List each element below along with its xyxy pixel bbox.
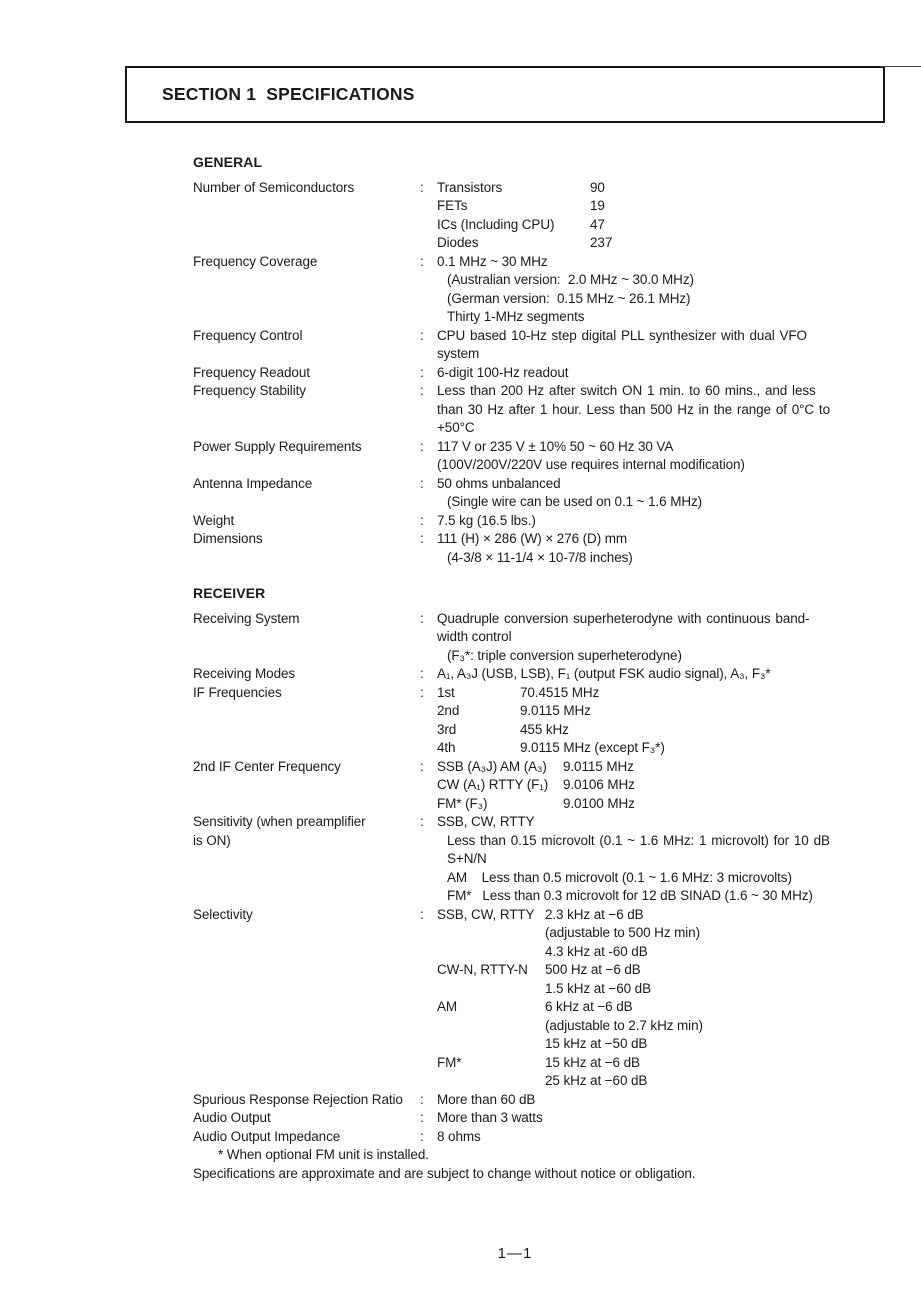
section-title-box [125, 66, 885, 123]
spec-label [193, 813, 420, 850]
spec-values [437, 475, 833, 512]
spec-label-line: Frequency Control [193, 327, 303, 343]
spec-value-line [437, 758, 833, 777]
spec-subvalue: 9.0115 MHz [563, 758, 634, 774]
spec-label-line: Selectivity [193, 906, 253, 922]
spec-label-line: Antenna Impedance [193, 475, 313, 491]
spec-values [437, 327, 833, 364]
spec-label-line: Audio Output [193, 1110, 271, 1125]
spec-colon: : [420, 475, 424, 491]
disclaimer-text: Specifications are approximate and are subject to change without notice or obligation. [193, 1165, 696, 1181]
spec-value-line [437, 684, 833, 703]
spec-value-line: 117 V or 235 V ± 10% 50 ~ 60 Hz 30 VA [437, 438, 674, 454]
spec-row [193, 512, 833, 531]
spec-value-line [437, 795, 833, 814]
spec-label [193, 665, 420, 684]
spec-value-line: More than 3 watts [437, 1110, 543, 1125]
spec-label [193, 253, 420, 272]
spec-value-line [437, 943, 833, 962]
spec-label-line: Receiving System [193, 610, 300, 626]
spec-values [437, 1109, 833, 1128]
spec-value-line [437, 216, 833, 235]
spec-values [437, 906, 833, 1091]
section-heading: GENERAL [193, 154, 263, 170]
spec-label-line: Sensitivity (when preamplifier [193, 814, 366, 829]
spec-row [193, 665, 833, 684]
spec-row [193, 475, 833, 512]
spec-row [193, 1091, 833, 1110]
spec-subkey: FM* [437, 1054, 462, 1070]
spec-label [193, 1128, 420, 1147]
spec-values [437, 530, 833, 567]
spec-label-line: Frequency Coverage [193, 253, 318, 269]
spec-subvalue: 15 kHz at −6 dB [545, 1054, 640, 1070]
spec-label [193, 530, 420, 549]
spec-value-line: CPU based 10-Hz step digital PLL synthesizer with dual VFO [437, 327, 807, 343]
spec-label [193, 382, 420, 401]
spec-label [193, 1091, 420, 1110]
spec-colon: : [420, 610, 424, 626]
spec-value-line: width control [437, 629, 512, 644]
spec-subkey: ICs (Including CPU) [437, 216, 555, 232]
spec-subkey: SSB, CW, RTTY [437, 906, 535, 922]
spec-values [437, 179, 833, 253]
spec-values [437, 438, 833, 475]
spec-value-line [437, 702, 833, 721]
spec-row [193, 253, 833, 327]
spec-label-line: Spurious Response Rejection Ratio [193, 1091, 403, 1107]
spec-colon: : [420, 327, 424, 343]
spec-values [437, 364, 833, 383]
spec-label [193, 327, 420, 346]
spec-value-line: 50 ohms unbalanced [437, 475, 561, 491]
spec-colon: : [420, 512, 424, 528]
spec-subvalue: 9.0100 MHz [563, 795, 635, 811]
spec-value-line: system [437, 346, 480, 361]
spec-subvalue: 9.0115 MHz [520, 703, 591, 718]
spec-label [193, 475, 420, 494]
spec-values [437, 1128, 833, 1147]
spec-subkey: SSB (A₃J) AM (A₃) [437, 758, 547, 774]
spec-value-line: More than 60 dB [437, 1091, 536, 1107]
spec-values [437, 758, 833, 814]
spec-value-line [437, 1017, 833, 1036]
spec-label-line: Dimensions [193, 531, 263, 546]
spec-subkey: FM* (F₃) [437, 795, 488, 811]
spec-values [437, 610, 833, 666]
spec-values [437, 1091, 833, 1110]
spec-value-line: 0.1 MHz ~ 30 MHz [437, 253, 548, 269]
spec-label-line: Frequency Readout [193, 364, 310, 380]
spec-value-line [437, 197, 833, 216]
spec-row [193, 1109, 833, 1128]
spec-values [437, 665, 833, 684]
spec-list [193, 153, 833, 1146]
spec-label-line: is ON) [193, 832, 231, 848]
spec-value-line: SSB, CW, RTTY [437, 814, 535, 829]
spec-value-line: (4-3/8 × 11-1/4 × 10-7/8 inches) [447, 549, 633, 565]
spec-subvalue: 500 Hz at −6 dB [545, 962, 641, 977]
spec-value-line [437, 924, 833, 943]
spec-value-line: AM Less than 0.5 microvolt (0.1 ~ 1.6 MHz: 3 microvolts) [447, 869, 792, 885]
spec-label [193, 438, 420, 457]
spec-row [193, 179, 833, 253]
spec-colon: : [420, 383, 424, 398]
spec-row [193, 382, 833, 438]
spec-values [437, 382, 833, 438]
spec-values [437, 813, 833, 906]
spec-row [193, 813, 833, 906]
spec-value-line [437, 1035, 833, 1054]
spec-value-line [437, 721, 833, 740]
spec-subvalue: 47 [590, 216, 605, 232]
spec-subvalue: 15 kHz at −50 dB [545, 1036, 648, 1051]
spec-label [193, 758, 420, 777]
spec-value-line: Quadruple conversion superheterodyne with continuous band- [437, 610, 810, 626]
spec-value-line: 6-digit 100-Hz readout [437, 364, 569, 380]
spec-subvalue: 1.5 kHz at −60 dB [545, 980, 651, 996]
scan-artifact-line [880, 66, 921, 67]
spec-values [437, 512, 833, 531]
spec-label-line: 2nd IF Center Frequency [193, 758, 341, 774]
spec-subvalue: 9.0115 MHz (except F₃*) [520, 740, 665, 755]
spec-label [193, 1109, 420, 1128]
spec-colon: : [420, 179, 424, 195]
spec-label-line: IF Frequencies [193, 684, 282, 700]
spec-colon: : [420, 684, 424, 700]
spec-value-line: Less than 200 Hz after switch ON 1 min. to 60 mins., and less [437, 383, 816, 398]
section-title: SECTION 1 SPECIFICATIONS [162, 84, 415, 105]
spec-subkey: 2nd [437, 703, 460, 718]
spec-label [193, 610, 420, 629]
spec-colon: : [420, 1091, 424, 1107]
spec-subvalue: (adjustable to 500 Hz min) [545, 925, 700, 940]
spec-label [193, 179, 420, 198]
spec-value-line: (German version: 0.15 MHz ~ 26.1 MHz) [447, 290, 691, 306]
specifications-content [193, 153, 833, 1183]
spec-subvalue: 4.3 kHz at -60 dB [545, 943, 648, 959]
spec-subkey: CW (A₁) RTTY (F₁) [437, 777, 549, 792]
spec-label [193, 364, 420, 383]
spec-value-line: 8 ohms [437, 1128, 481, 1144]
spec-subvalue: 25 kHz at −60 dB [545, 1073, 648, 1088]
spec-subkey: Diodes [437, 235, 479, 250]
spec-colon: : [420, 814, 424, 829]
spec-label-line: Power Supply Requirements [193, 438, 362, 454]
spec-subvalue: 9.0106 MHz [563, 777, 635, 792]
spec-value-line: Less than 0.15 microvolt (0.1 ~ 1.6 MHz: 1 microvolt) for 10 dB [447, 832, 830, 848]
spec-label-line: Audio Output Impedance [193, 1128, 341, 1144]
spec-value-line: +50°C [437, 420, 475, 435]
spec-colon: : [420, 364, 424, 380]
spec-colon: : [420, 1110, 424, 1125]
spec-value-line [437, 906, 833, 925]
spec-colon: : [420, 666, 424, 681]
spec-subkey: AM [437, 999, 458, 1014]
spec-label-line: Weight [193, 512, 235, 528]
spec-row [193, 327, 833, 364]
spec-value-line: 7.5 kg (16.5 lbs.) [437, 512, 536, 528]
spec-subvalue: 70.4515 MHz [520, 684, 600, 700]
spec-colon: : [420, 758, 424, 774]
spec-value-line [437, 1072, 833, 1091]
spec-value-line: 111 (H) × 286 (W) × 276 (D) mm [437, 531, 628, 546]
spec-values [437, 253, 833, 327]
spec-subvalue: 19 [590, 198, 605, 213]
spec-subvalue: 455 kHz [520, 721, 569, 737]
page-number: 1—1 [497, 1245, 533, 1262]
spec-subkey: FETs [437, 198, 468, 213]
spec-colon: : [420, 531, 424, 546]
spec-subkey: 1st [437, 684, 455, 700]
spec-value-line [437, 179, 833, 198]
spec-label-line: Receiving Modes [193, 666, 296, 681]
spec-row [193, 1128, 833, 1147]
spec-subvalue: 2.3 kHz at −6 dB [545, 906, 644, 922]
spec-subkey: 3rd [437, 721, 457, 737]
spec-value-line [437, 1054, 833, 1073]
spec-row [193, 906, 833, 1091]
spec-subkey: Transistors [437, 179, 503, 195]
spec-value-line [437, 980, 833, 999]
spec-row [193, 364, 833, 383]
spec-value-line: Thirty 1-MHz segments [447, 309, 585, 324]
spec-label-line: Number of Semiconductors [193, 179, 355, 195]
spec-label-line: Frequency Stability [193, 383, 306, 398]
spec-value-line [437, 234, 833, 253]
spec-subvalue: (adjustable to 2.7 kHz min) [545, 1017, 703, 1033]
spec-subvalue: 6 kHz at −6 dB [545, 999, 633, 1014]
spec-value-line [437, 739, 833, 758]
spec-label [193, 512, 420, 531]
spec-colon: : [420, 906, 424, 922]
spec-row [193, 684, 833, 758]
spec-value-line [437, 998, 833, 1017]
spec-section [193, 584, 833, 1146]
spec-row [193, 610, 833, 666]
spec-colon: : [420, 1128, 424, 1144]
spec-value-line: (F₃*: triple conversion superheterodyne) [447, 647, 682, 663]
spec-row [193, 438, 833, 475]
spec-value-line: (Australian version: 2.0 MHz ~ 30.0 MHz) [447, 272, 694, 287]
spec-value-line: than 30 Hz after 1 hour. Less than 500 Hz in the range of 0°C to [437, 401, 830, 417]
spec-value-line [437, 776, 833, 795]
spec-subvalue: 90 [590, 179, 605, 195]
spec-value-line: (Single wire can be used on 0.1 ~ 1.6 MHz) [447, 494, 703, 509]
spec-value-line: (100V/200V/220V use requires internal modification) [437, 457, 745, 472]
spec-section [193, 153, 833, 567]
spec-label [193, 684, 420, 703]
spec-row [193, 530, 833, 567]
spec-values [437, 684, 833, 758]
footnote: * When optional FM unit is installed. [218, 1147, 429, 1162]
spec-label [193, 906, 420, 925]
spec-colon: : [420, 438, 424, 454]
spec-subvalue: 237 [590, 235, 613, 250]
spec-row [193, 758, 833, 814]
spec-value-line: A₁, A₃J (USB, LSB), F₁ (output FSK audio signal), A₃, F₃* [437, 666, 771, 681]
spec-subkey: 4th [437, 740, 456, 755]
spec-value-line [437, 961, 833, 980]
section-heading: RECEIVER [193, 585, 266, 601]
spec-colon: : [420, 253, 424, 269]
spec-value-line: S+N/N [447, 851, 487, 866]
spec-value-line: FM* Less than 0.3 microvolt for 12 dB SINAD (1.6 ~ 30 MHz) [447, 888, 813, 903]
spec-subkey: CW-N, RTTY-N [437, 962, 528, 977]
